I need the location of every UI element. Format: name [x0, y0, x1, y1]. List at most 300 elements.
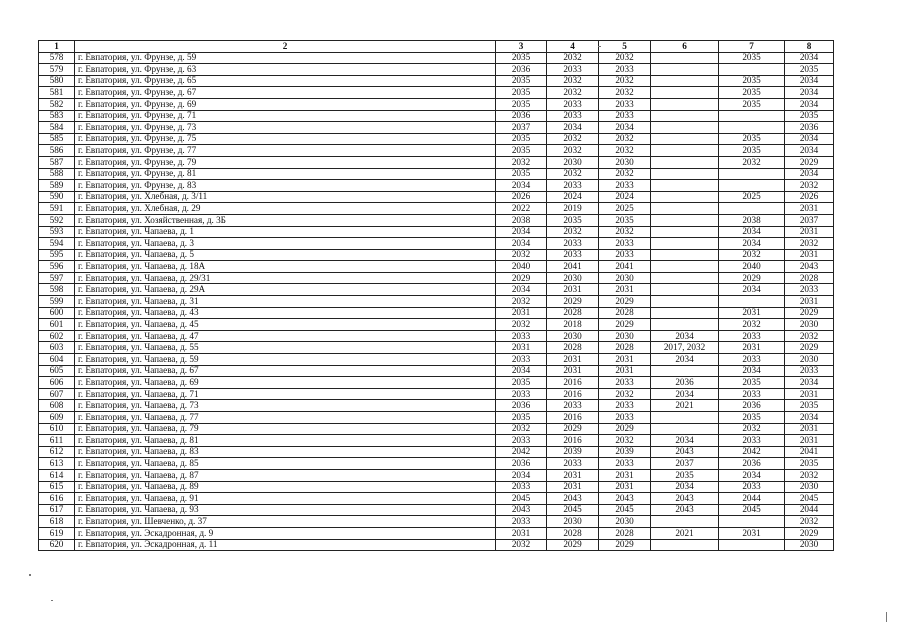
col-5-cell: 2032: [599, 133, 651, 145]
row-number-cell: 595: [39, 249, 75, 261]
col-8-cell: 2031: [785, 435, 834, 447]
col-5-cell: 2033: [599, 180, 651, 192]
col-8-cell: 2033: [785, 365, 834, 377]
address-cell: г. Евпатория, ул. Фрунзе, д. 69: [75, 98, 496, 110]
table-row: [39, 377, 834, 389]
col-3-cell: 2035: [496, 98, 547, 110]
address-cell: г. Евпатория, ул. Фрунзе, д. 75: [75, 133, 496, 145]
header-cell-2: 2: [75, 41, 496, 53]
row-number-cell: 617: [39, 504, 75, 516]
table-row: [39, 214, 834, 226]
row-number-cell: 588: [39, 168, 75, 180]
row-number-cell: 620: [39, 539, 75, 551]
header-cell-5: 5: [599, 41, 651, 53]
col-7-cell: 2029: [719, 272, 785, 284]
col-7-cell: 2034: [719, 284, 785, 296]
col-5-cell: 2033: [599, 412, 651, 424]
col-3-cell: 2035: [496, 377, 547, 389]
col-4-cell: 2032: [547, 87, 599, 99]
col-5-cell: 2032: [599, 388, 651, 400]
address-cell: г. Евпатория, ул. Чапаева, д. 83: [75, 446, 496, 458]
col-5-cell: 2033: [599, 110, 651, 122]
col-5-cell: 2033: [599, 377, 651, 389]
col-6-cell: 2036: [651, 377, 719, 389]
col-6-cell: 2035: [651, 469, 719, 481]
col-5-cell: 2031: [599, 481, 651, 493]
table-row: [39, 145, 834, 157]
col-3-cell: 2035: [496, 145, 547, 157]
address-cell: г. Евпатория, ул. Чапаева, д. 43: [75, 307, 496, 319]
table-row: [39, 156, 834, 168]
col-5-cell: 2025: [599, 203, 651, 215]
col-3-cell: 2035: [496, 412, 547, 424]
col-4-cell: 2031: [547, 481, 599, 493]
row-number-cell: 596: [39, 261, 75, 273]
address-cell: г. Евпатория, ул. Чапаева, д. 81: [75, 435, 496, 447]
col-5-cell: 2031: [599, 284, 651, 296]
table-row: [39, 412, 834, 424]
col-6-cell: [651, 238, 719, 250]
table-row: [39, 191, 834, 203]
col-8-cell: 2034: [785, 98, 834, 110]
col-5-cell: 2030: [599, 272, 651, 284]
col-7-cell: 2035: [719, 98, 785, 110]
col-4-cell: 2024: [547, 191, 599, 203]
col-6-cell: [651, 365, 719, 377]
scan-speck: [29, 574, 31, 576]
address-cell: г. Евпатория, ул. Чапаева, д. 69: [75, 377, 496, 389]
col-4-cell: 2032: [547, 52, 599, 64]
col-8-cell: 2034: [785, 412, 834, 424]
row-number-cell: 578: [39, 52, 75, 64]
address-cell: г. Евпатория, ул. Чапаева, д. 93: [75, 504, 496, 516]
row-number-cell: 582: [39, 98, 75, 110]
table-row: [39, 458, 834, 470]
col-6-cell: 2034: [651, 435, 719, 447]
col-7-cell: [719, 64, 785, 76]
address-cell: г. Евпатория, ул. Чапаева, д. 73: [75, 400, 496, 412]
col-6-cell: [651, 214, 719, 226]
col-4-cell: 2032: [547, 133, 599, 145]
col-3-cell: 2035: [496, 52, 547, 64]
col-7-cell: 2034: [719, 238, 785, 250]
col-6-cell: [651, 87, 719, 99]
col-5-cell: 2028: [599, 342, 651, 354]
address-cell: г. Евпатория, ул. Чапаева, д. 3: [75, 238, 496, 250]
table-row: [39, 203, 834, 215]
table-row: [39, 342, 834, 354]
row-number-cell: 581: [39, 87, 75, 99]
col-6-cell: 2034: [651, 388, 719, 400]
col-4-cell: 2030: [547, 272, 599, 284]
address-cell: г. Евпатория, ул. Чапаева, д. 85: [75, 458, 496, 470]
col-4-cell: 2043: [547, 493, 599, 505]
table-row: [39, 307, 834, 319]
col-5-cell: 2031: [599, 354, 651, 366]
address-cell: г. Евпатория, ул. Чапаева, д. 45: [75, 319, 496, 331]
col-5-cell: 2033: [599, 458, 651, 470]
col-5-cell: 2039: [599, 446, 651, 458]
col-3-cell: 2033: [496, 435, 547, 447]
row-number-cell: 590: [39, 191, 75, 203]
col-5-cell: 2032: [599, 435, 651, 447]
table-row: [39, 52, 834, 64]
col-3-cell: 2031: [496, 307, 547, 319]
col-5-cell: 2032: [599, 87, 651, 99]
col-5-cell: 2024: [599, 191, 651, 203]
col-3-cell: 2033: [496, 330, 547, 342]
col-8-cell: 2030: [785, 354, 834, 366]
col-6-cell: [651, 284, 719, 296]
col-4-cell: 2029: [547, 539, 599, 551]
col-7-cell: 2033: [719, 481, 785, 493]
col-8-cell: 2034: [785, 75, 834, 87]
col-6-cell: [651, 133, 719, 145]
address-cell: г. Евпатория, ул. Чапаева, д. 5: [75, 249, 496, 261]
table-row: [39, 516, 834, 528]
row-number-cell: 584: [39, 122, 75, 134]
col-7-cell: 2035: [719, 75, 785, 87]
address-cell: г. Евпатория, ул. Чапаева, д. 71: [75, 388, 496, 400]
table-row: [39, 330, 834, 342]
col-7-cell: 2035: [719, 52, 785, 64]
col-6-cell: [651, 272, 719, 284]
table-row: [39, 75, 834, 87]
address-cell: г. Евпатория, ул. Фрунзе, д. 65: [75, 75, 496, 87]
address-cell: г. Евпатория, ул. Чапаева, д. 18А: [75, 261, 496, 273]
col-3-cell: 2043: [496, 504, 547, 516]
col-5-cell: 2028: [599, 527, 651, 539]
col-8-cell: 2029: [785, 307, 834, 319]
header-cell-6: 6: [651, 41, 719, 53]
col-6-cell: [651, 98, 719, 110]
table-row: [39, 64, 834, 76]
col-4-cell: 2028: [547, 342, 599, 354]
col-3-cell: 2034: [496, 365, 547, 377]
col-8-cell: 2029: [785, 156, 834, 168]
row-number-cell: 606: [39, 377, 75, 389]
col-7-cell: 2044: [719, 493, 785, 505]
col-4-cell: 2033: [547, 64, 599, 76]
header-cell-1: 1: [39, 41, 75, 53]
table-row: [39, 400, 834, 412]
col-6-cell: [651, 516, 719, 528]
col-7-cell: [719, 539, 785, 551]
col-8-cell: 2034: [785, 145, 834, 157]
address-cell: г. Евпатория, ул. Шевченко, д. 37: [75, 516, 496, 528]
col-3-cell: 2036: [496, 400, 547, 412]
col-6-cell: 2034: [651, 354, 719, 366]
col-7-cell: [719, 122, 785, 134]
col-8-cell: 2026: [785, 191, 834, 203]
col-8-cell: 2034: [785, 377, 834, 389]
col-7-cell: [719, 110, 785, 122]
table-row: [39, 226, 834, 238]
col-7-cell: 2025: [719, 191, 785, 203]
col-5-cell: 2029: [599, 423, 651, 435]
table-row: [39, 469, 834, 481]
row-number-cell: 589: [39, 180, 75, 192]
col-6-cell: [651, 168, 719, 180]
col-4-cell: 2018: [547, 319, 599, 331]
col-5-cell: 2029: [599, 539, 651, 551]
col-8-cell: 2035: [785, 458, 834, 470]
col-3-cell: 2037: [496, 122, 547, 134]
col-5-cell: 2032: [599, 52, 651, 64]
col-5-cell: 2032: [599, 226, 651, 238]
col-8-cell: 2034: [785, 87, 834, 99]
col-6-cell: 2021: [651, 527, 719, 539]
row-number-cell: 587: [39, 156, 75, 168]
col-4-cell: 2035: [547, 214, 599, 226]
address-cell: г. Евпатория, ул. Хлебная, д. 3/11: [75, 191, 496, 203]
col-5-cell: 2029: [599, 319, 651, 331]
col-3-cell: 2038: [496, 214, 547, 226]
col-8-cell: 2032: [785, 330, 834, 342]
col-8-cell: 2032: [785, 469, 834, 481]
table-row: [39, 354, 834, 366]
col-6-cell: 2043: [651, 504, 719, 516]
col-4-cell: 2019: [547, 203, 599, 215]
col-8-cell: 2031: [785, 388, 834, 400]
col-6-cell: [651, 191, 719, 203]
col-5-cell: 2030: [599, 330, 651, 342]
row-number-cell: 600: [39, 307, 75, 319]
col-3-cell: 2036: [496, 458, 547, 470]
col-7-cell: 2031: [719, 342, 785, 354]
row-number-cell: 607: [39, 388, 75, 400]
col-7-cell: 2045: [719, 504, 785, 516]
col-5-cell: 2035: [599, 214, 651, 226]
col-8-cell: 2031: [785, 423, 834, 435]
row-number-cell: 580: [39, 75, 75, 87]
col-7-cell: [719, 180, 785, 192]
col-8-cell: 2030: [785, 539, 834, 551]
row-number-cell: 583: [39, 110, 75, 122]
col-4-cell: 2039: [547, 446, 599, 458]
col-6-cell: [651, 75, 719, 87]
col-8-cell: 2043: [785, 261, 834, 273]
table-row: [39, 272, 834, 284]
address-cell: г. Евпатория, ул. Фрунзе, д. 73: [75, 122, 496, 134]
col-8-cell: 2029: [785, 527, 834, 539]
col-4-cell: 2033: [547, 249, 599, 261]
header-cell-4: 4: [547, 41, 599, 53]
col-7-cell: 2035: [719, 412, 785, 424]
col-8-cell: 2031: [785, 226, 834, 238]
table-row: [39, 539, 834, 551]
scan-speck: [886, 612, 887, 622]
col-4-cell: 2033: [547, 110, 599, 122]
table-row: [39, 527, 834, 539]
col-5-cell: 2031: [599, 365, 651, 377]
col-8-cell: 2031: [785, 296, 834, 308]
row-number-cell: 610: [39, 423, 75, 435]
col-7-cell: [719, 203, 785, 215]
col-4-cell: 2031: [547, 469, 599, 481]
col-3-cell: 2033: [496, 354, 547, 366]
col-5-cell: 2030: [599, 516, 651, 528]
row-number-cell: 602: [39, 330, 75, 342]
col-4-cell: 2030: [547, 330, 599, 342]
col-7-cell: 2036: [719, 400, 785, 412]
col-4-cell: 2029: [547, 296, 599, 308]
col-5-cell: 2041: [599, 261, 651, 273]
row-number-cell: 604: [39, 354, 75, 366]
col-7-cell: 2032: [719, 319, 785, 331]
col-6-cell: 2043: [651, 446, 719, 458]
col-6-cell: [651, 307, 719, 319]
col-8-cell: 2034: [785, 52, 834, 64]
row-number-cell: 616: [39, 493, 75, 505]
row-number-cell: 619: [39, 527, 75, 539]
address-cell: г. Евпатория, ул. Фрунзе, д. 71: [75, 110, 496, 122]
col-7-cell: 2033: [719, 388, 785, 400]
row-number-cell: 615: [39, 481, 75, 493]
col-6-cell: 2034: [651, 481, 719, 493]
col-6-cell: 2043: [651, 493, 719, 505]
row-number-cell: 579: [39, 64, 75, 76]
table-row: [39, 238, 834, 250]
col-7-cell: 2035: [719, 133, 785, 145]
header-cell-8: 8: [785, 41, 834, 53]
col-5-cell: 2034: [599, 122, 651, 134]
address-cell: г. Евпатория, ул. Чапаева, д. 55: [75, 342, 496, 354]
col-4-cell: 2028: [547, 307, 599, 319]
col-8-cell: 2032: [785, 516, 834, 528]
col-6-cell: [651, 423, 719, 435]
col-7-cell: 2034: [719, 226, 785, 238]
col-7-cell: 2033: [719, 435, 785, 447]
col-4-cell: 2016: [547, 412, 599, 424]
col-7-cell: 2035: [719, 145, 785, 157]
col-5-cell: 2033: [599, 249, 651, 261]
col-5-cell: 2032: [599, 168, 651, 180]
table-row: [39, 87, 834, 99]
col-5-cell: 2032: [599, 75, 651, 87]
col-7-cell: 2032: [719, 249, 785, 261]
address-cell: г. Евпатория, ул. Фрунзе, д. 63: [75, 64, 496, 76]
col-7-cell: [719, 296, 785, 308]
col-8-cell: 2041: [785, 446, 834, 458]
col-4-cell: 2030: [547, 156, 599, 168]
col-3-cell: 2035: [496, 168, 547, 180]
table-body: [39, 41, 834, 551]
row-number-cell: 601: [39, 319, 75, 331]
col-8-cell: 2033: [785, 284, 834, 296]
col-3-cell: 2036: [496, 64, 547, 76]
scan-speck: [598, 46, 601, 47]
col-7-cell: 2032: [719, 423, 785, 435]
col-4-cell: 2033: [547, 238, 599, 250]
header-cell-3: 3: [496, 41, 547, 53]
col-7-cell: 2033: [719, 330, 785, 342]
col-7-cell: [719, 516, 785, 528]
table-row: [39, 493, 834, 505]
col-6-cell: [651, 261, 719, 273]
col-4-cell: 2029: [547, 423, 599, 435]
col-4-cell: 2016: [547, 435, 599, 447]
address-cell: г. Евпатория, ул. Чапаева, д. 1: [75, 226, 496, 238]
col-6-cell: [651, 319, 719, 331]
col-3-cell: 2031: [496, 342, 547, 354]
row-number-cell: 591: [39, 203, 75, 215]
col-3-cell: 2034: [496, 180, 547, 192]
address-cell: г. Евпатория, ул. Эскадронная, д. 9: [75, 527, 496, 539]
col-5-cell: 2029: [599, 296, 651, 308]
col-7-cell: 2042: [719, 446, 785, 458]
col-3-cell: 2032: [496, 156, 547, 168]
address-cell: г. Евпатория, ул. Чапаева, д. 59: [75, 354, 496, 366]
col-4-cell: 2033: [547, 458, 599, 470]
address-cell: г. Евпатория, ул. Фрунзе, д. 83: [75, 180, 496, 192]
col-3-cell: 2033: [496, 388, 547, 400]
scan-speck: [51, 600, 53, 601]
col-3-cell: 2032: [496, 319, 547, 331]
col-3-cell: 2040: [496, 261, 547, 273]
col-8-cell: 2035: [785, 110, 834, 122]
address-cell: г. Евпатория, ул. Фрунзе, д. 79: [75, 156, 496, 168]
col-4-cell: 2031: [547, 365, 599, 377]
col-6-cell: [651, 122, 719, 134]
col-5-cell: 2043: [599, 493, 651, 505]
col-7-cell: 2036: [719, 458, 785, 470]
table-row: [39, 284, 834, 296]
col-8-cell: 2037: [785, 214, 834, 226]
col-3-cell: 2035: [496, 87, 547, 99]
col-7-cell: 2034: [719, 469, 785, 481]
address-cell: г. Евпатория, ул. Чапаева, д. 91: [75, 493, 496, 505]
row-number-cell: 594: [39, 238, 75, 250]
row-number-cell: 613: [39, 458, 75, 470]
col-4-cell: 2033: [547, 98, 599, 110]
col-8-cell: 2032: [785, 238, 834, 250]
col-4-cell: 2034: [547, 122, 599, 134]
table-row: [39, 388, 834, 400]
col-3-cell: 2026: [496, 191, 547, 203]
address-cell: г. Евпатория, ул. Фрунзе, д. 77: [75, 145, 496, 157]
col-3-cell: 2034: [496, 238, 547, 250]
col-3-cell: 2034: [496, 284, 547, 296]
address-cell: г. Евпатория, ул. Чапаева, д. 89: [75, 481, 496, 493]
col-8-cell: 2045: [785, 493, 834, 505]
table-row: [39, 296, 834, 308]
col-4-cell: 2032: [547, 226, 599, 238]
address-cell: г. Евпатория, ул. Эскадронная, д. 11: [75, 539, 496, 551]
col-6-cell: [651, 145, 719, 157]
col-6-cell: 2034: [651, 330, 719, 342]
header-row: [39, 41, 834, 53]
col-6-cell: 2017, 2032: [651, 342, 719, 354]
row-number-cell: 618: [39, 516, 75, 528]
col-7-cell: 2033: [719, 354, 785, 366]
col-8-cell: 2030: [785, 319, 834, 331]
address-cell: г. Евпатория, ул. Чапаева, д. 77: [75, 412, 496, 424]
col-3-cell: 2029: [496, 272, 547, 284]
address-cell: г. Евпатория, ул. Чапаева, д. 67: [75, 365, 496, 377]
address-cell: г. Евпатория, ул. Чапаева, д. 87: [75, 469, 496, 481]
address-cell: г. Евпатория, ул. Фрунзе, д. 59: [75, 52, 496, 64]
col-7-cell: 2040: [719, 261, 785, 273]
col-5-cell: 2030: [599, 156, 651, 168]
col-3-cell: 2035: [496, 133, 547, 145]
table-row: [39, 504, 834, 516]
col-5-cell: 2028: [599, 307, 651, 319]
col-6-cell: 2037: [651, 458, 719, 470]
col-7-cell: [719, 168, 785, 180]
col-6-cell: [651, 296, 719, 308]
col-6-cell: [651, 539, 719, 551]
